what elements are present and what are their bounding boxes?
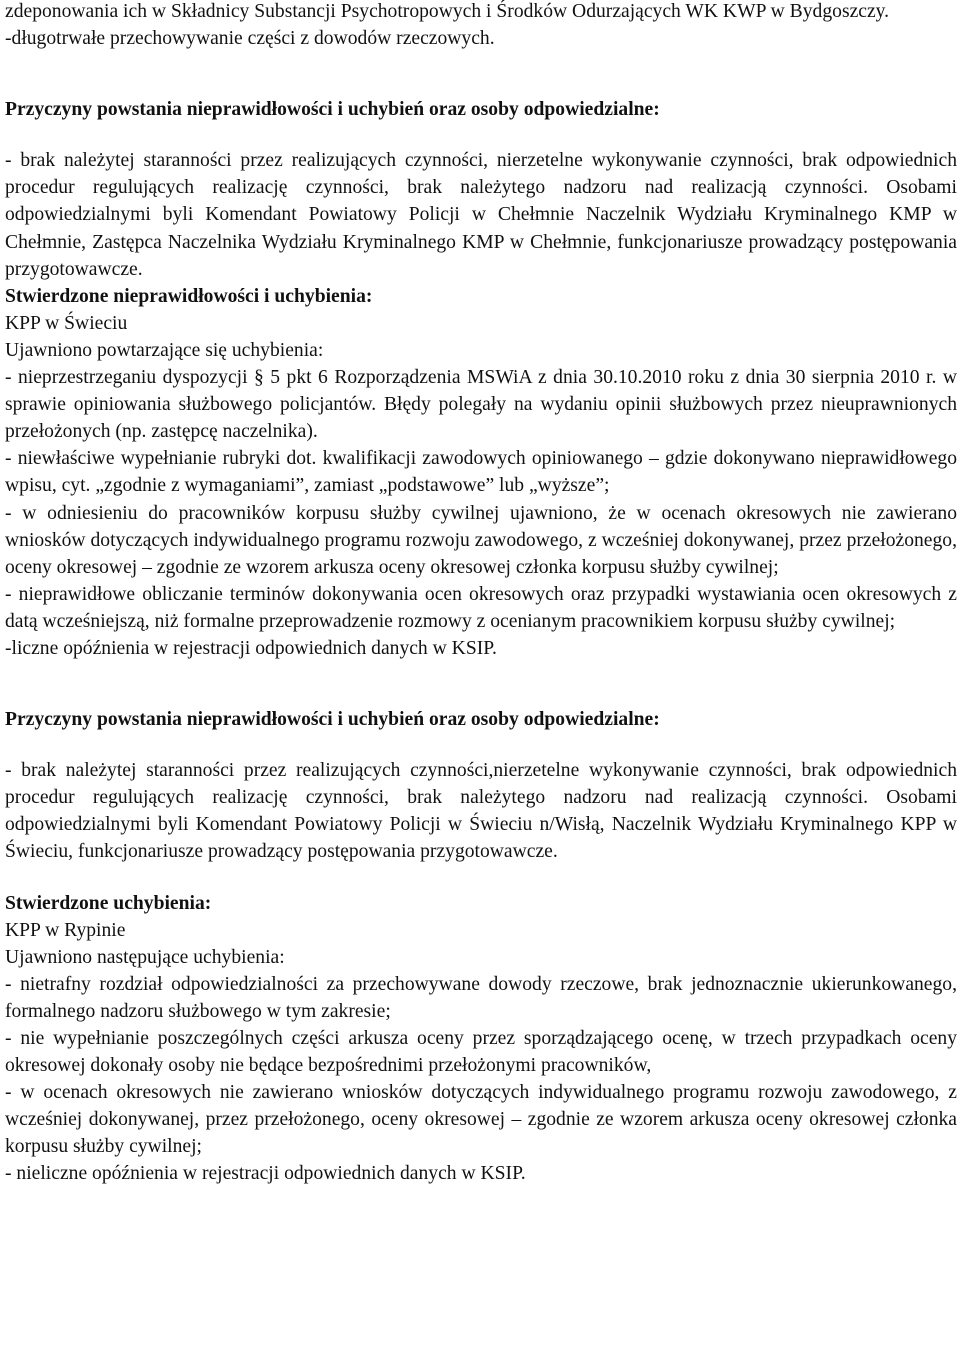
document-page [5, 0, 957, 1188]
intro-paragraph: zdeponowania ich w Składnicy Substancji Psychotropowych i Środków Odurzających WK KWP w Bydgoszczy. [5, 1, 890, 22]
finding-item: -liczne opóźnienia w rejestracji odpowiednich danych w KSIP. [5, 637, 497, 659]
causes-heading: Przyczyny powstania nieprawidłowości i uchybień oraz osoby odpowiedzialne: [5, 709, 660, 731]
causes-paragraph: - brak należytej staranności przez realizujących czynności, nierzetelne wykonywanie czynności, brak odpowiednich procedur regulujących realizację czynności, brak należytego nadzoru nad realizacją czynności. Osobami odpowiedzialnymi byli Komendant Powiatowy Policji w Chełmnie Naczelnik Wydziału Kryminalnego KMP w Chełmnie, Zastępca Naczelnika Wydziału Kryminalnego KMP w Chełmnie, funkcjonariusze prowadzący postępowania przygotowawcze. [5, 150, 957, 280]
finding-item: - nieprzestrzeganiu dyspozycji § 5 pkt 6 Rozporządzenia MSWiA z dnia 30.10.2010 roku z dnia 30 sierpnia 2010 r. w sprawie opiniowania służbowego policjantów. Błędy polegały na wydaniu opinii służbowych przez nieuprawnionych przełożonych (np. zastępcę naczelnika). [5, 367, 957, 443]
finding-item: - w odniesieniu do pracowników korpusu służby cywilnej ujawniono, że w ocenach okresowych nie zawierano wniosków dotyczących indywidualnego programu rozwoju zawodowego, z wcześniej dokonywanej, przez przełożonego, oceny okresowej – zgodnie ze wzorem arkusza oceny okresowej członka korpusu służby cywilnej; [5, 502, 957, 578]
unit-name: KPP w Świeciu [5, 312, 128, 334]
unit-name: KPP w Rypinie [5, 919, 126, 941]
spacer [5, 866, 957, 890]
finding-item: - niewłaściwe wypełnianie rubryki dot. kwalifikacji zawodowych opiniowanego – gdzie dokonywano nieprawidłowego wpisu, cyt. „zgodnie z wymaganiami”, zamiast „podstawowe” lub „wyższe”; [5, 448, 957, 497]
spacer [5, 662, 957, 706]
findings-intro: Ujawniono powtarzające się uchybienia: [5, 339, 324, 361]
findings-intro: Ujawniono następujące uchybienia: [5, 946, 285, 968]
spacer [5, 52, 957, 96]
finding-item: - nieprawidłowe obliczanie terminów dokonywania ocen okresowych oraz przypadki wystawiania ocen okresowych z datą wcześniejszą, niż formalne przeprowadzenie rozmowy z ocenianym pracownikiem korpusu służby cywilnej; [5, 583, 957, 632]
findings-heading: Stwierdzone uchybienia: [5, 892, 212, 914]
finding-item: - nie wypełnianie poszczególnych części arkusza oceny przez sporządzającego ocenę, w trzech przypadkach oceny okresowej dokonały osoby nie będące bezpośrednimi przełożonymi pracowników, [5, 1028, 957, 1077]
finding-item: - w ocenach okresowych nie zawierano wniosków dotyczących indywidualnego programu rozwoju zawodowego, z wcześniej dokonywanej, przez przełożonego, oceny okresowej – zgodnie ze wzorem arkusza oceny okresowej członka korpusu służby cywilnej; [5, 1082, 957, 1158]
spacer [5, 733, 957, 757]
causes-heading: Przyczyny powstania nieprawidłowości i uchybień oraz osoby odpowiedzialne: [5, 99, 660, 121]
finding-item: - nieliczne opóźnienia w rejestracji odpowiednich danych w KSIP. [5, 1163, 526, 1185]
intro-list-item: -długotrwałe przechowywanie części z dowodów rzeczowych. [5, 28, 495, 50]
causes-paragraph: - brak należytej staranności przez realizujących czynności,nierzetelne wykonywanie czynności, brak odpowiednich procedur regulujących realizację czynności, brak należytego nadzoru nad realizacją czynności. Osobami odpowiedzialnymi byli Komendant Powiatowy Policji w Świeciu n/Wisłą, Naczelnik Wydziału Kryminalnego KPP w Świeciu, funkcjonariusze prowadzący postępowania przygotowawcze. [5, 760, 957, 863]
findings-heading: Stwierdzone nieprawidłowości i uchybienia: [5, 285, 373, 307]
finding-item: - nietrafny rozdział odpowiedzialności za przechowywane dowody rzeczowe, brak jednoznacznie ukierunkowanego, formalnego nadzoru służbowego w tym zakresie; [5, 973, 957, 1022]
spacer [5, 123, 957, 147]
